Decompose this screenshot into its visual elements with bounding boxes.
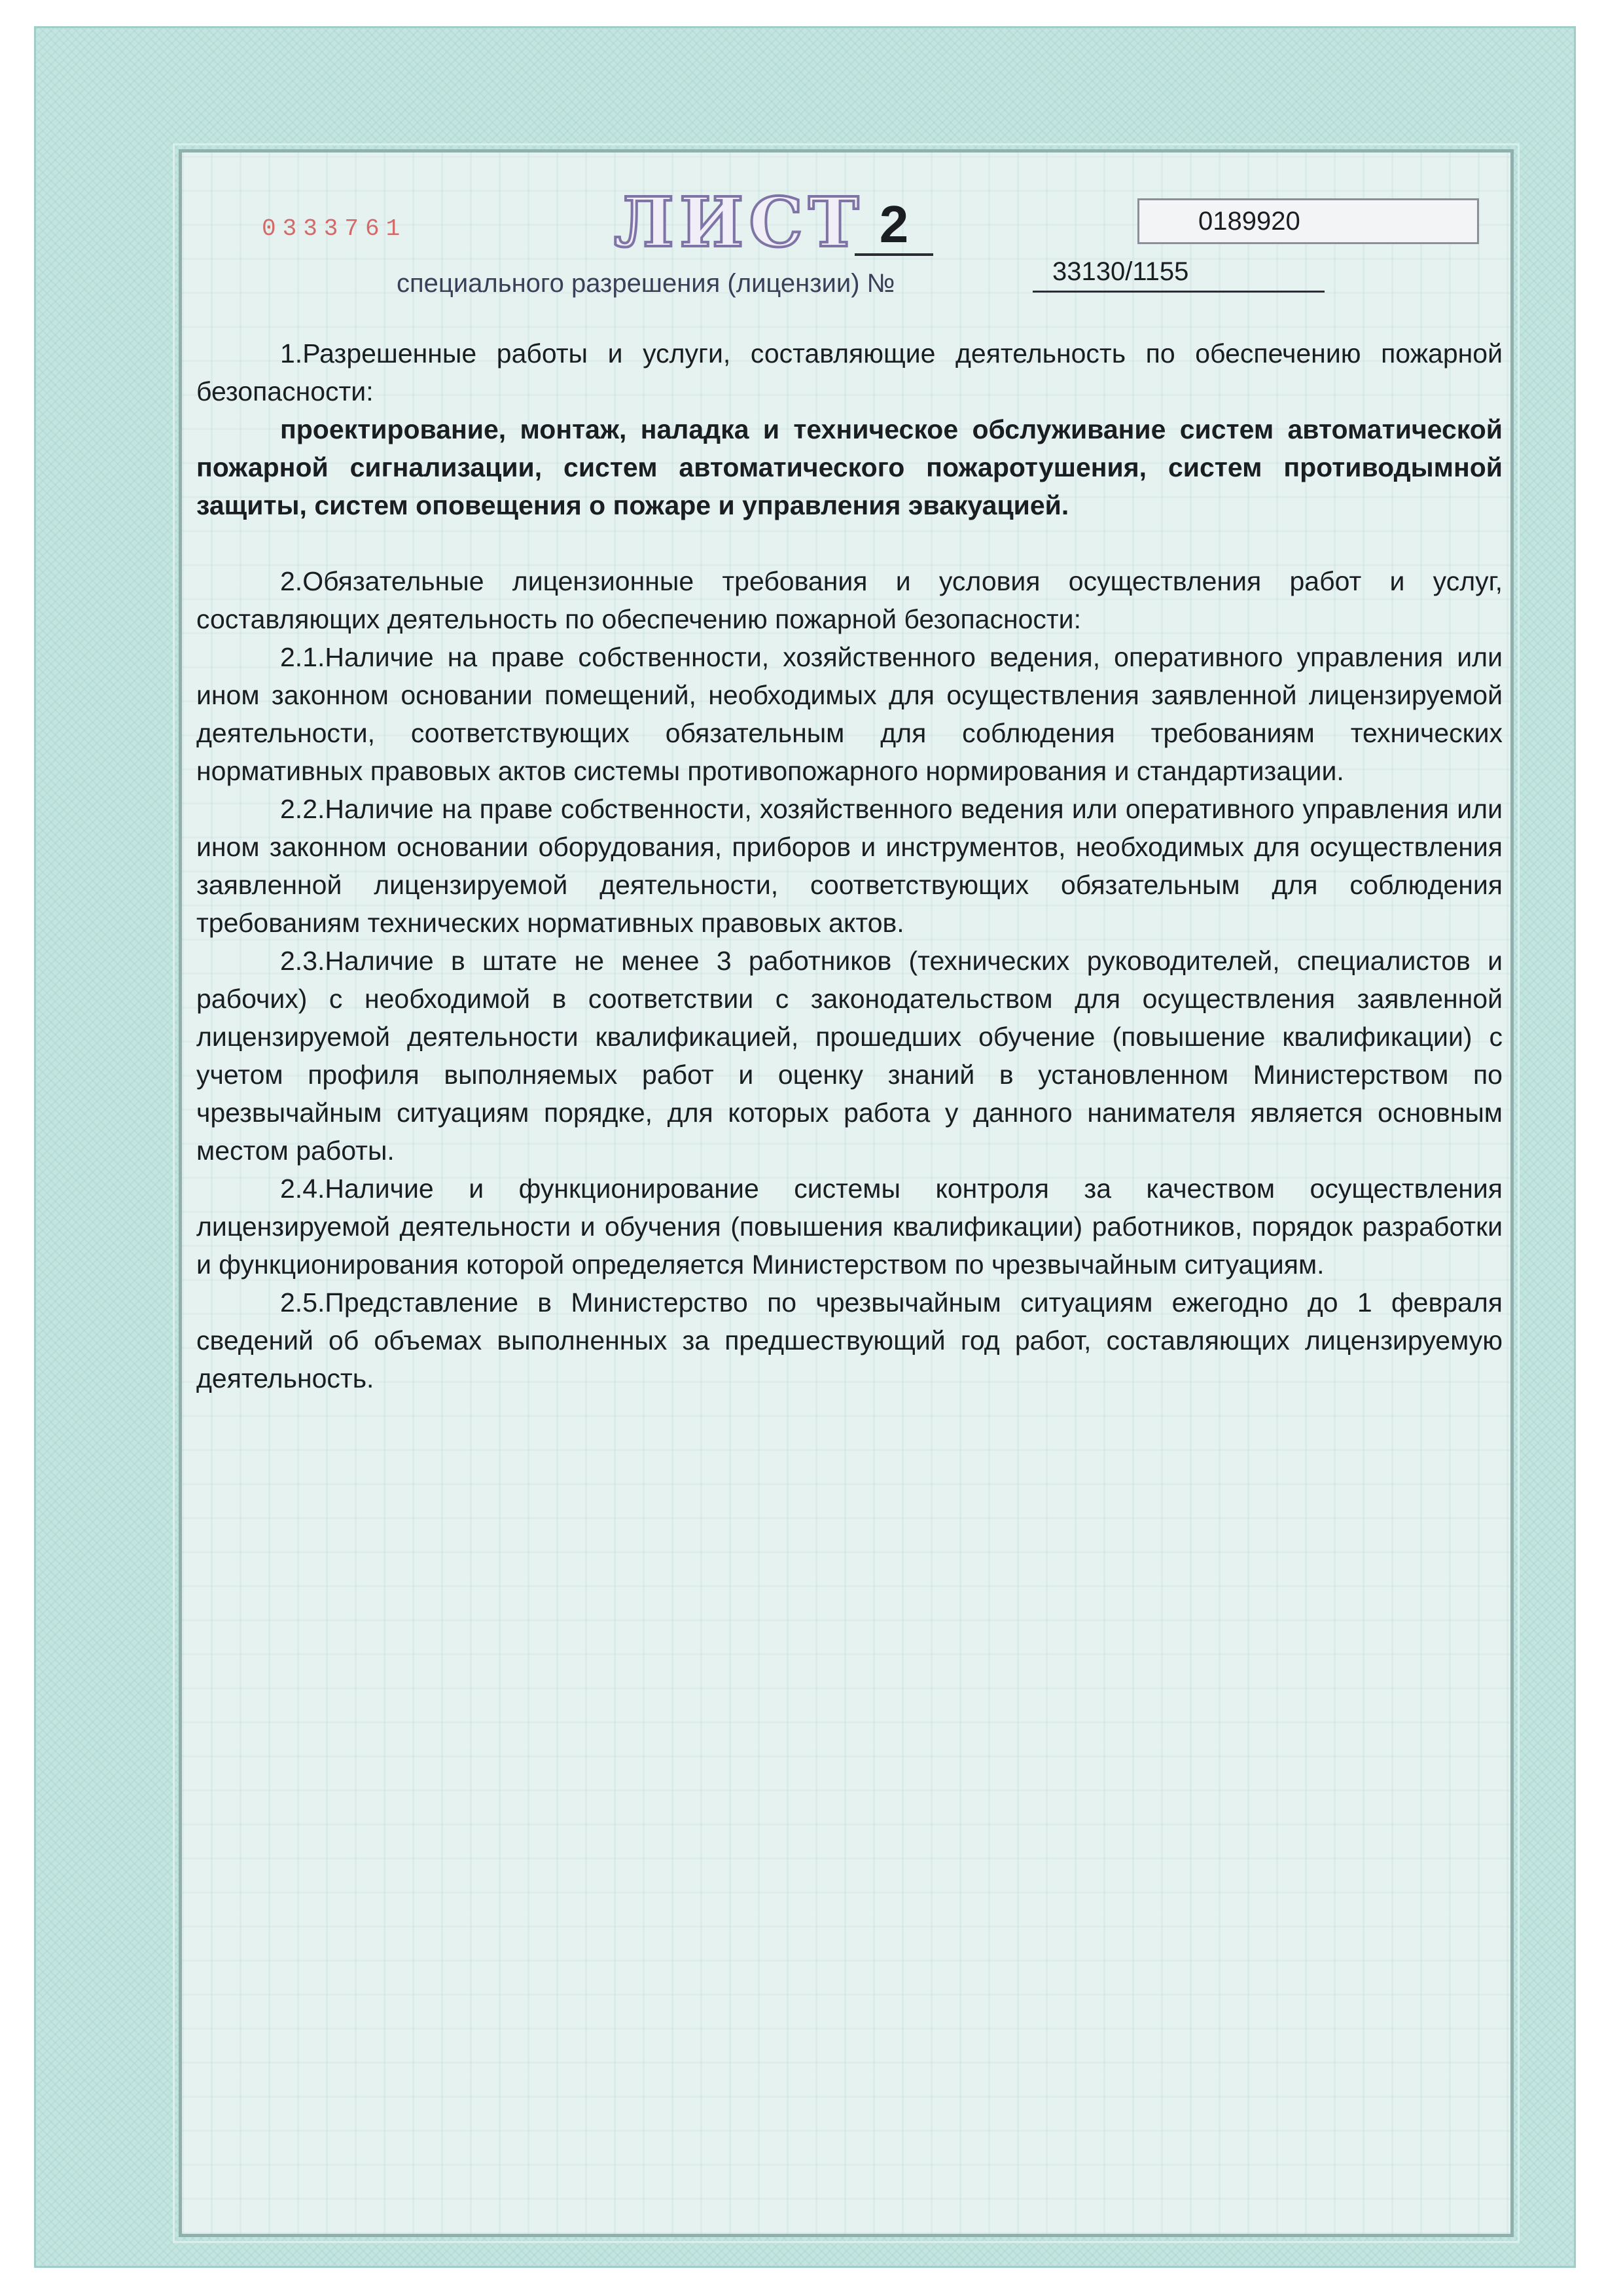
document-number-box: 0189920 bbox=[1137, 198, 1479, 244]
document-panel bbox=[179, 149, 1514, 2237]
section-1-heading: 1.Разрешенные работы и услуги, составляющие деятельность по обеспечению пожарной безопасности: bbox=[196, 338, 1503, 406]
requirement-2-4: 2.4.Наличие и функционирование системы контроля за качеством осуществления лицензируемой деятельности и обучения (повышения квалификации) работников, порядок разработки и функционирования которой определяется Министерством по чрезвычайным ситуациям. bbox=[196, 1174, 1503, 1280]
document-body bbox=[196, 334, 1503, 1397]
section-2-heading: 2.Обязательные лицензионные требования и условия осуществления работ и услуг, составляющих деятельность по обеспечению пожарной безопасности: bbox=[196, 566, 1503, 634]
certificate-sheet bbox=[34, 26, 1576, 2268]
sheet-number: 2 bbox=[855, 198, 933, 256]
serial-number: 0333761 bbox=[262, 215, 407, 242]
license-number: 33130/1155 bbox=[1033, 257, 1325, 293]
requirement-2-1: 2.1.Наличие на праве собственности, хозяйственного ведения, оперативного управления или ином законном основании помещений, необходимых для осуществления заявленной лицензируемой деятельности, соответствующих обязательным для соблюдения требованиям технических нормативных правовых актов системы противопожарного нормирования и стандартизации. bbox=[196, 642, 1503, 786]
sheet-title: ЛИСТ bbox=[614, 182, 865, 262]
requirement-2-5: 2.5.Представление в Министерство по чрезвычайным ситуациям ежегодно до 1 февраля сведений об объемах выполненных за предшествующий год работ, составляющих лицензируемую деятельность. bbox=[196, 1287, 1503, 1393]
license-subtitle: специального разрешения (лицензии) № bbox=[397, 269, 895, 298]
requirement-2-3: 2.3.Наличие в штате не менее 3 работников (технических руководителей, специалистов и рабочих) с необходимой в соответствии с законодательством для осуществления заявленной лицензируемой деятельности квалификацией, прошедших обучение (повышение квалификации) с учетом профиля выполняемых работ и оценку знаний в установленном Министерством по чрезвычайным ситуациям порядке, для которых работа у данного нанимателя является основным местом работы. bbox=[196, 946, 1503, 1166]
requirement-2-2: 2.2.Наличие на праве собственности, хозяйственного ведения или оперативного управления или ином законном основании оборудования, приборов и инструментов, необходимых для осуществления заявленной лицензируемой деятельности, соответствующих обязательным для соблюдения требованиям технических нормативных правовых актов. bbox=[196, 794, 1503, 938]
permitted-works: проектирование, монтаж, наладка и техническое обслуживание систем автоматической пожарной сигнализации, систем автоматического пожаротушения, систем противодымной защиты, систем оповещения о пожаре и управления эвакуацией. bbox=[196, 414, 1503, 520]
